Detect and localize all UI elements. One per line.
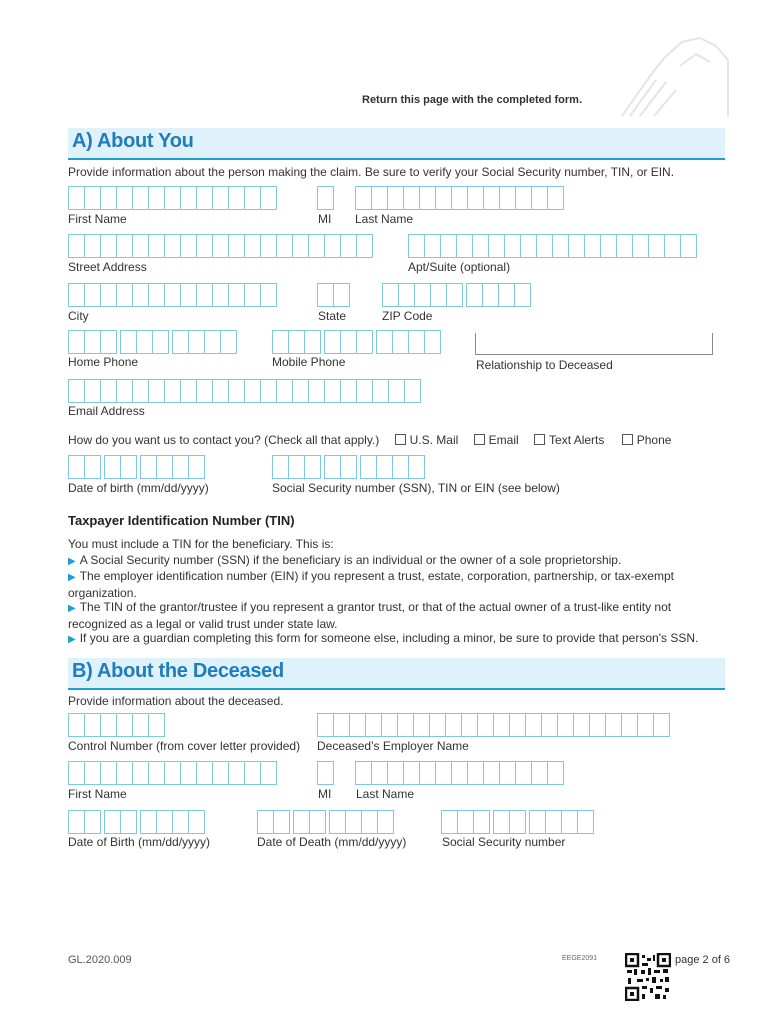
employer-name-label: Deceased’s Employer Name xyxy=(317,739,469,753)
street-address-label: Street Address xyxy=(68,260,147,274)
deceased-mi-label: MI xyxy=(318,787,332,801)
mi-field[interactable] xyxy=(317,186,333,210)
first-name-field[interactable] xyxy=(68,186,276,210)
mobile-phone-label: Mobile Phone xyxy=(272,355,346,369)
deceased-dod-field[interactable] xyxy=(257,810,393,834)
text-alerts-checkbox[interactable] xyxy=(534,434,545,445)
arrow-icon: ▶ xyxy=(68,556,76,567)
tin-bullet: ▶ The TIN of the grantor/trustee if you represent a grantor trust, or that of the actual owner of a trust-like entity not recognized as a legal or valid trust under state law. xyxy=(68,600,672,631)
section-a-intro: Provide information about the person making the claim. Be sure to verify your Social Security number, TIN, or EIN. xyxy=(68,165,675,179)
email-option-label: Email xyxy=(488,433,519,447)
deceased-last-name-label: Last Name xyxy=(356,787,415,801)
section-b-intro: Provide information about the deceased. xyxy=(68,694,284,708)
state-field[interactable] xyxy=(317,283,349,307)
mi-label: MI xyxy=(318,212,332,226)
email-field[interactable] xyxy=(68,379,420,403)
deceased-mi-field[interactable] xyxy=(317,761,333,785)
apt-suite-label: Apt/Suite (optional) xyxy=(408,260,511,274)
city-label: City xyxy=(68,309,89,323)
tin-title: Taxpayer Identification Number (TIN) xyxy=(68,513,295,528)
contact-preference-row xyxy=(68,433,671,447)
arrow-icon: ▶ xyxy=(68,634,76,645)
section-a-header xyxy=(68,128,725,160)
qr-code-icon xyxy=(625,953,671,1001)
ssn-field[interactable] xyxy=(272,455,424,479)
tin-bullet: ▶ A Social Security number (SSN) if the beneficiary is an individual or the owner of a sole proprietorship. xyxy=(68,553,622,567)
control-number-field[interactable] xyxy=(68,713,164,737)
us-mail-checkbox[interactable] xyxy=(395,434,406,445)
us-mail-label: U.S. Mail xyxy=(409,433,459,447)
zip-code-label: ZIP Code xyxy=(382,309,433,323)
mountain-logo-icon xyxy=(620,36,730,118)
email-checkbox[interactable] xyxy=(474,434,485,445)
deceased-ssn-field[interactable] xyxy=(441,810,593,834)
last-name-field[interactable] xyxy=(355,186,563,210)
relationship-label: Relationship to Deceased xyxy=(476,358,613,372)
section-b-header xyxy=(68,658,725,690)
return-note: Return this page with the completed form. xyxy=(362,94,583,106)
mobile-phone-field[interactable] xyxy=(272,330,440,354)
control-number-label: Control Number (from cover letter provided) xyxy=(68,739,301,753)
employer-name-field[interactable] xyxy=(317,713,669,737)
deceased-first-name-label: First Name xyxy=(68,787,127,801)
tin-intro: You must include a TIN for the beneficiary. This is: xyxy=(68,537,334,551)
street-address-field[interactable] xyxy=(68,234,372,258)
tin-bullet: ▶ The employer identification number (EIN) if you represent a trust, estate, corporation, partnership, or tax-exempt organization. xyxy=(68,569,674,600)
ssn-label: Social Security number (SSN), TIN or EIN (see below) xyxy=(272,481,560,495)
arrow-icon: ▶ xyxy=(68,603,76,614)
deceased-dod-label: Date of Death (mm/dd/yyyy) xyxy=(257,835,407,849)
dob-label: Date of birth (mm/dd/yyyy) xyxy=(68,481,209,495)
state-label: State xyxy=(318,309,347,323)
dob-field[interactable] xyxy=(68,455,204,479)
city-field[interactable] xyxy=(68,283,276,307)
arrow-icon: ▶ xyxy=(68,572,76,583)
deceased-first-name-field[interactable] xyxy=(68,761,276,785)
page-number: page 2 of 6 xyxy=(675,954,731,966)
home-phone-field[interactable] xyxy=(68,330,236,354)
phone-label: Phone xyxy=(636,433,672,447)
last-name-label: Last Name xyxy=(355,212,414,226)
section-b-title: B) About the Deceased xyxy=(72,660,284,682)
tin-bullet: ▶ If you are a guardian completing this form for someone else, including a minor, be sure to provide that person's SSN. xyxy=(68,631,699,645)
first-name-label: First Name xyxy=(68,212,127,226)
small-code: EEGE2091 xyxy=(562,955,598,962)
zip-code-field[interactable] xyxy=(382,283,530,307)
section-a-title: A) About You xyxy=(72,130,194,152)
deceased-ssn-label: Social Security number xyxy=(442,835,566,849)
deceased-dob-field[interactable] xyxy=(68,810,204,834)
deceased-dob-label: Date of Birth (mm/dd/yyyy) xyxy=(68,835,211,849)
text-alerts-label: Text Alerts xyxy=(549,433,605,447)
apt-suite-field[interactable] xyxy=(408,234,696,258)
relationship-field[interactable] xyxy=(475,333,713,355)
form-code: GL.2020.009 xyxy=(68,954,132,966)
contact-question: How do you want us to contact you? (Check all that apply.) xyxy=(68,433,380,447)
home-phone-label: Home Phone xyxy=(68,355,139,369)
email-label: Email Address xyxy=(68,404,145,418)
phone-checkbox[interactable] xyxy=(622,434,633,445)
deceased-last-name-field[interactable] xyxy=(355,761,563,785)
